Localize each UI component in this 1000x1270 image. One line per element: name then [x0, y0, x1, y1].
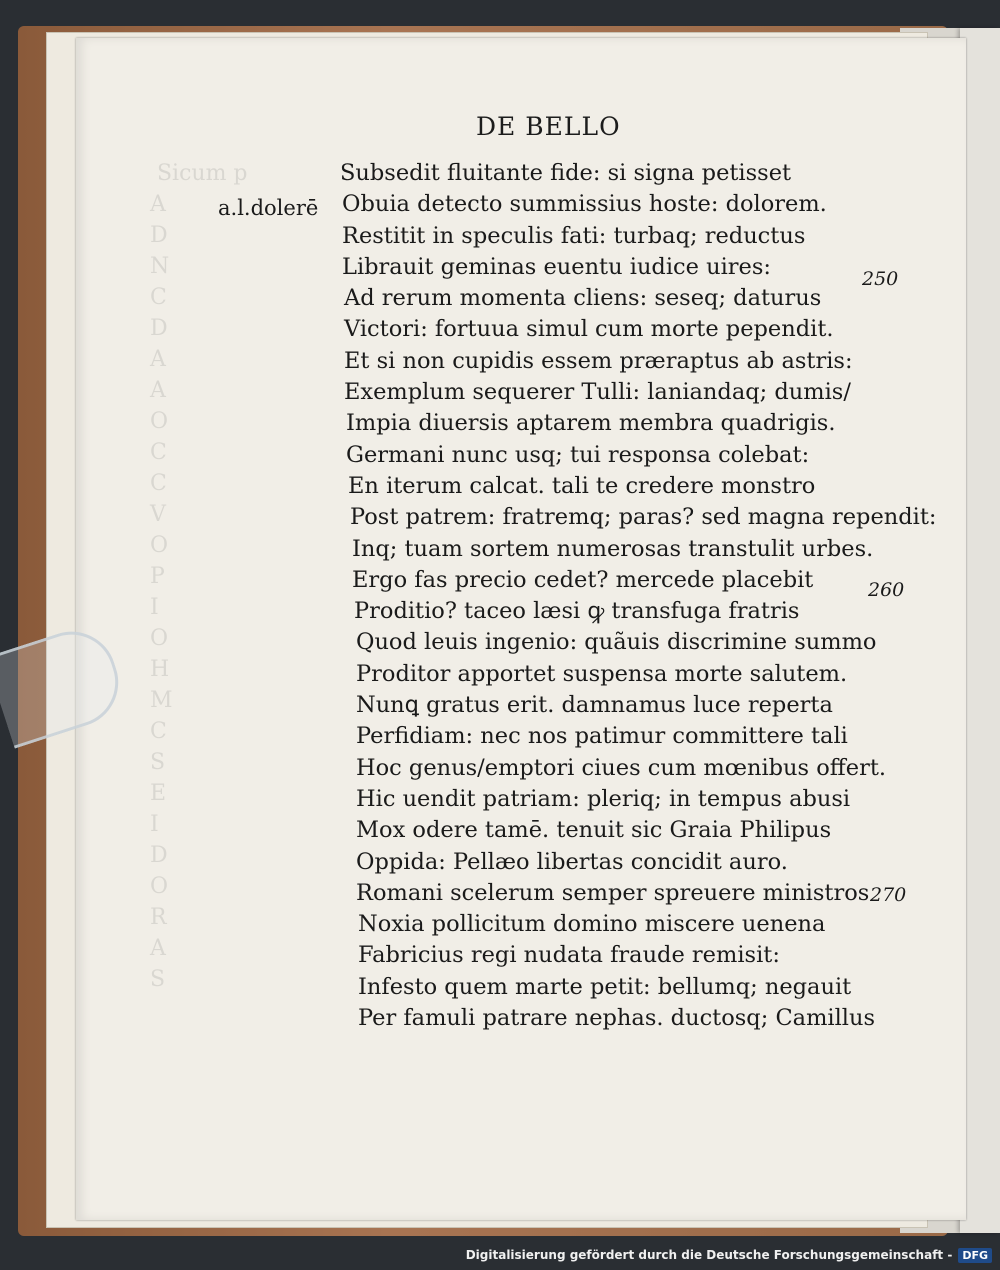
verse-line: Post patrem: fratremq; paras? sed magna rependit: [350, 504, 937, 531]
verse-line: Germani nunc usq; tui responsa colebat: [346, 441, 810, 468]
verse-line: Ergo fas precio cedet? mercede placebit [352, 566, 814, 593]
verse-line: Mox odere tamē. tenuit sic Graia Philipus [356, 817, 832, 844]
verse-line: Romani scelerum semper spreuere ministros [356, 879, 870, 906]
footer-credit-text: Digitalisierung gefördert durch die Deutsche Forschungsgemeinschaft - [465, 1248, 953, 1262]
line-number-270: 270 [870, 884, 907, 906]
page-header: DE BELLO [476, 112, 621, 141]
dfg-logo-icon: DFG [958, 1248, 992, 1263]
verse-line: Proditio? taceo læsi ꝙ transfuga fratris [354, 598, 800, 625]
line-number-260: 260 [868, 579, 905, 601]
verse-line: Ad rerum momenta cliens: seseq; daturus [344, 285, 822, 312]
verse-line: Inq; tuam sortem numerosas transtulit urbes. [352, 535, 874, 562]
verse-line: Fabricius regi nudata fraude remisit: [358, 942, 780, 969]
verse-line: Hoc genus/emptori ciues cum mœnibus offert. [356, 754, 887, 781]
verse-line: Obuia detecto summissius hoste: dolorem. [342, 191, 827, 218]
verse-line: Exemplum sequerer Tulli: laniandaq; dumis/ [344, 379, 851, 406]
verse-line: En iterum calcat. tali te credere monstro [348, 472, 816, 499]
verse-line: Victori: fortuua simul cum morte pependit. [344, 316, 834, 343]
verse-line: Per famuli patrare nephas. ductosq; Camillus [358, 1005, 876, 1032]
verse-line: Et si non cupidis essem præraptus ab astris: [344, 347, 853, 374]
verse-line: Perfidiam: nec nos patimur committere tali [356, 723, 848, 750]
verse-block [340, 158, 936, 1034]
verse-line: Subsedit fluitante fide: si signa petisset [340, 160, 792, 186]
verse-line: Restitit in speculis fati: turbaq; reductus [342, 222, 806, 249]
verse-line: Infesto quem marte petit: bellumq; negauit [358, 973, 852, 1000]
verse-line: Hic uendit patriam: pleriq; in tempus abusi [356, 785, 851, 812]
show-through-text: Sicum p A D N C D A A O C C V O P I O H M C S E I D O R A S [149, 161, 248, 992]
footer-credit [466, 1244, 992, 1266]
marginal-note: a.l.dolerē [218, 196, 319, 220]
verse-line: Quod leuis ingenio: quãuis discrimine summo [356, 629, 877, 656]
verse-line: Proditor apportet suspensa morte salutem. [356, 660, 848, 687]
line-number-250: 250 [862, 268, 899, 290]
verse-line: Nunꝗ gratus erit. damnamus luce reperta [356, 692, 833, 719]
verse-line: Oppida: Pellæo libertas concidit auro. [356, 848, 788, 875]
verse-line: Noxia pollicitum domino miscere uenena [358, 911, 826, 938]
verse-line: Impia diuersis aptarem membra quadrigis. [346, 410, 836, 437]
verse-line: Librauit geminas euentu iudice uires: [342, 253, 771, 280]
